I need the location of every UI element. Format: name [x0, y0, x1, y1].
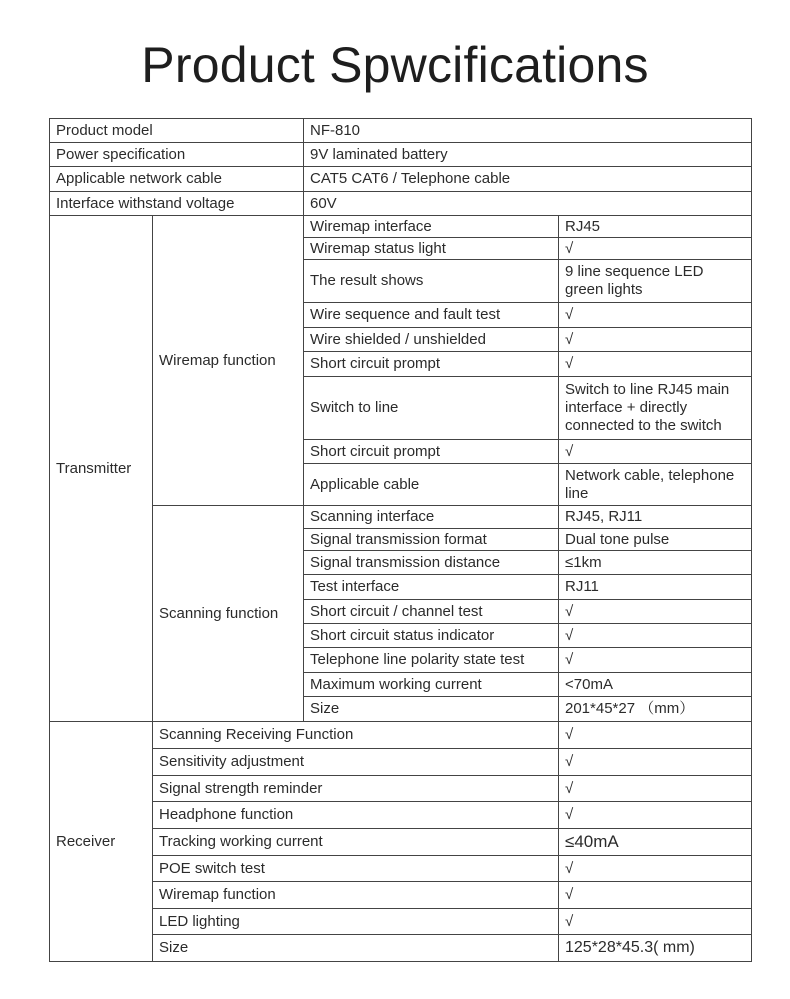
spec-value: √: [559, 882, 752, 909]
spec-label: Applicable network cable: [50, 167, 304, 192]
spec-value: NF-810: [304, 119, 752, 143]
spec-label: Power specification: [50, 143, 304, 167]
spec-label: LED lighting: [153, 909, 559, 935]
spec-label: Size: [153, 935, 559, 962]
spec-value: √: [559, 328, 752, 352]
spec-value: RJ45, RJ11: [559, 506, 752, 529]
spec-value: RJ11: [559, 575, 752, 600]
spec-label: Maximum working current: [304, 673, 559, 697]
spec-label: Telephone line polarity state test: [304, 648, 559, 673]
table-row: [50, 143, 752, 167]
spec-value: √: [559, 776, 752, 802]
spec-label: Product model: [50, 119, 304, 143]
table-row: [50, 856, 752, 882]
spec-value: Network cable, telephone line: [559, 464, 752, 506]
spec-value: √: [559, 722, 752, 749]
spec-value: √: [559, 856, 752, 882]
spec-value: √: [559, 909, 752, 935]
table-row: [50, 119, 752, 143]
spec-value: ≤1km: [559, 551, 752, 575]
table-row: [50, 749, 752, 776]
spec-label: Headphone function: [153, 802, 559, 829]
table-row: [50, 167, 752, 192]
spec-value: √: [559, 749, 752, 776]
spec-value: √: [559, 624, 752, 648]
spec-label: Wire sequence and fault test: [304, 303, 559, 328]
spec-label: POE switch test: [153, 856, 559, 882]
spec-value: 9V laminated battery: [304, 143, 752, 167]
spec-value: √: [559, 648, 752, 673]
table-row: [50, 909, 752, 935]
receiver-section-label: Receiver: [50, 722, 153, 962]
table-row: [50, 722, 752, 749]
spec-value: √: [559, 303, 752, 328]
spec-label: Size: [304, 697, 559, 722]
spec-label: Wiremap interface: [304, 216, 559, 238]
spec-label: Short circuit status indicator: [304, 624, 559, 648]
spec-value: 60V: [304, 192, 752, 216]
table-row: [50, 882, 752, 909]
page-title: Product Spwcifications: [141, 37, 649, 93]
spec-value: 125*28*45.3( mm): [559, 935, 752, 962]
spec-label: Scanning interface: [304, 506, 559, 529]
spec-value: √: [559, 802, 752, 829]
spec-label: Applicable cable: [304, 464, 559, 506]
spec-label: Short circuit prompt: [304, 440, 559, 464]
spec-value: RJ45: [559, 216, 752, 238]
transmitter-section-label: Transmitter: [50, 216, 153, 722]
table-row: [50, 506, 752, 529]
spec-label: Short circuit prompt: [304, 352, 559, 377]
spec-value: 9 line sequence LED green lights: [559, 260, 752, 303]
spec-label: The result shows: [304, 260, 559, 303]
spec-label: Signal transmission distance: [304, 551, 559, 575]
table-row: [50, 776, 752, 802]
spec-value: √: [559, 440, 752, 464]
table-row: [50, 216, 752, 238]
spec-value: <70mA: [559, 673, 752, 697]
spec-value: √: [559, 600, 752, 624]
spec-label: Tracking working current: [153, 829, 559, 856]
spec-label: Switch to line: [304, 377, 559, 440]
spec-value: √: [559, 352, 752, 377]
spec-label: Test interface: [304, 575, 559, 600]
spec-label: Signal strength reminder: [153, 776, 559, 802]
table-row: [50, 935, 752, 962]
spec-value: Dual tone pulse: [559, 529, 752, 551]
table-row: [50, 829, 752, 856]
spec-value: √: [559, 238, 752, 260]
spec-value: ≤40mA: [559, 829, 752, 856]
spec-label: Interface withstand voltage: [50, 192, 304, 216]
table-row: [50, 802, 752, 829]
spec-label: Signal transmission format: [304, 529, 559, 551]
spec-value: CAT5 CAT6 / Telephone cable: [304, 167, 752, 192]
spec-label: Sensitivity adjustment: [153, 749, 559, 776]
scanning-group-label: Scanning function: [153, 506, 304, 722]
spec-label: Short circuit / channel test: [304, 600, 559, 624]
spec-label: Wire shielded / unshielded: [304, 328, 559, 352]
spec-value: 201*45*27 （mm）: [559, 697, 752, 722]
spec-value: Switch to line RJ45 main interface + directly connected to the switch: [559, 377, 752, 440]
spec-label: Scanning Receiving Function: [153, 722, 559, 749]
table-row: [50, 192, 752, 216]
spec-label: Wiremap function: [153, 882, 559, 909]
spec-label: Wiremap status light: [304, 238, 559, 260]
spec-table: [49, 118, 752, 962]
wiremap-group-label: Wiremap function: [153, 216, 304, 506]
